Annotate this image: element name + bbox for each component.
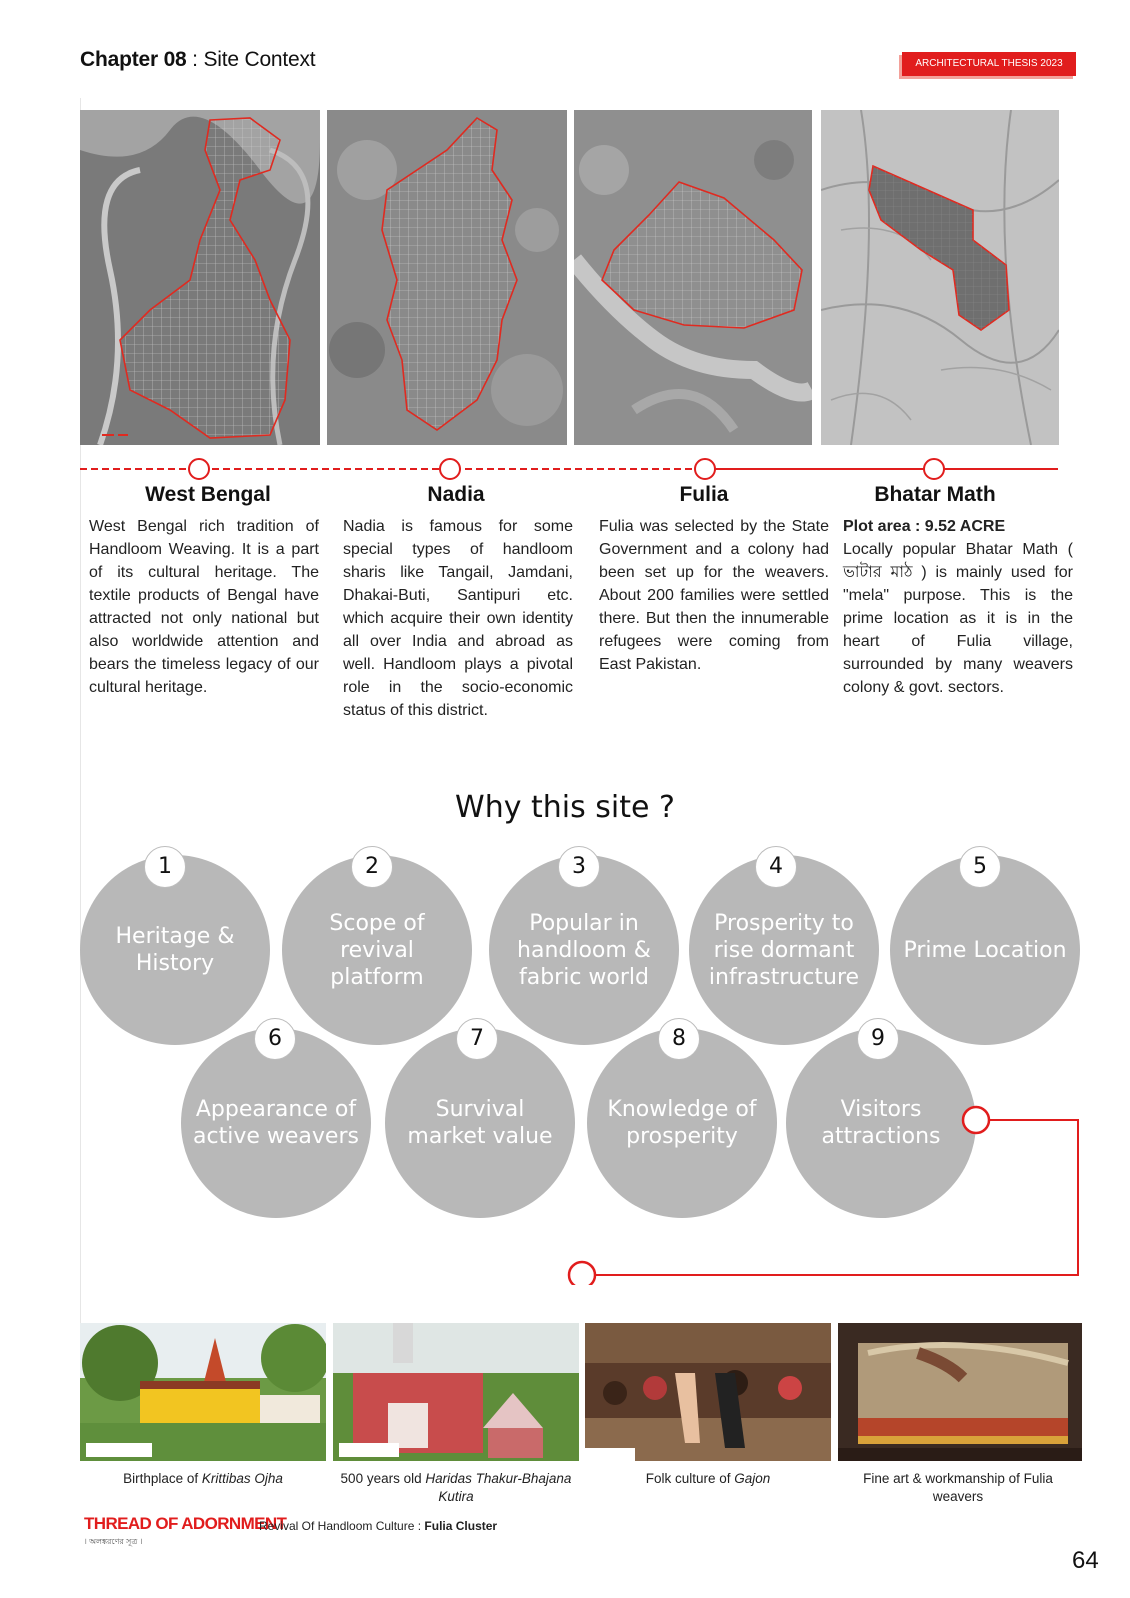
reason-text-9: Visitors attractions (821, 1097, 941, 1149)
region-desc-bhatar-math (843, 515, 1073, 699)
map-west-bengal (80, 110, 320, 445)
brand-tagline: । অলঙ্করণের সূত্র । (84, 1537, 143, 1546)
region-desc-nadia: Nadia is famous for some special types of handloom sharis like Tangail, Jamdani, Dhakai-Buti, Santipuri etc. which acquire their own identity all over India and abroad as well. Handloom plays a pivotal role in the socio-economic status of this district. (343, 518, 573, 719)
reason-number-7: 7 (456, 1018, 498, 1060)
reason-number-5: 5 (959, 846, 1001, 888)
caption-weavers: Fine art & workmanship of Fulia weavers (863, 1471, 1053, 1504)
map-bhatar-math (821, 110, 1059, 445)
caption-bhajana-kutira: 500 years old Haridas Thakur-Bhajana Kutira (340, 1471, 572, 1504)
reason-text-8: Knowledge of prosperity (607, 1097, 757, 1149)
reason-number-9: 9 (857, 1018, 899, 1060)
region-desc-west-bengal: West Bengal rich tradition of Handloom Weaving. It is a part of its cultural heritage. The textile products of Bengal have attracted not only national but also worldwide attention and bears the timeless legacy of our cultural heritage. (89, 518, 319, 696)
timeline (80, 458, 1080, 480)
chapter-number: Chapter 08 (80, 48, 187, 71)
caption-krittibas: Birthplace of Krittibas Ojha (123, 1471, 283, 1486)
reason-number-6: 6 (254, 1018, 296, 1060)
reason-text-3: Popular in handloom & fabric world (517, 910, 651, 990)
photo-krittibas-birthplace (80, 1323, 326, 1461)
reason-number-1: 1 (144, 846, 186, 888)
page-number: 64 (1072, 1547, 1099, 1574)
reason-text-2: Scope of revival platform (329, 910, 425, 990)
photo-gajon-folk (585, 1323, 831, 1461)
reason-text-1: Heritage & History (115, 924, 235, 976)
red-connector (540, 1085, 1100, 1285)
brand-logo: THREAD OF ADORNMENT (84, 1514, 287, 1533)
reason-number-3: 3 (558, 846, 600, 888)
region-title-nadia: Nadia (427, 483, 485, 506)
region-title-bhatar-math: Bhatar Math (874, 483, 996, 506)
footer-line: Revival Of Handloom Culture : Fulia Cluster (259, 1519, 498, 1533)
region-title-west-bengal: West Bengal (145, 483, 271, 506)
chapter-separator: : (186, 48, 204, 71)
bhatar-math-text: Locally popular Bhatar Math ( ভাটার মাঠ ) is mainly used for "mela" purpose. This is the prime location as it is in the heart of Fulia village, surrounded by many weavers colony & govt. sectors. (843, 541, 1073, 696)
reason-text-6: Appearance of active weavers (193, 1097, 359, 1149)
reason-number-8: 8 (658, 1018, 700, 1060)
plot-area: Plot area : 9.52 ACRE (843, 518, 1006, 535)
map-nadia (327, 110, 567, 445)
caption-gajon: Folk culture of Gajon (645, 1471, 771, 1486)
region-title-fulia: Fulia (679, 483, 729, 506)
chapter-heading (80, 48, 315, 72)
reason-number-2: 2 (351, 846, 393, 888)
reason-text-4: Prosperity to rise dormant infrastructure (708, 910, 860, 990)
reason-number-4: 4 (755, 846, 797, 888)
reason-text-5: Prime Location (903, 937, 1067, 963)
photo-fulia-weavers (838, 1323, 1082, 1461)
chapter-title: Site Context (203, 48, 316, 71)
region-desc-fulia: Fulia was selected by the State Government and a colony had been set up for the weavers. About 200 families were settled there. But then the innumerable refugees were coming from East Pakistan. (599, 518, 829, 673)
map-fulia (574, 110, 812, 445)
thesis-badge: ARCHITECTURAL THESIS 2023 (902, 52, 1076, 76)
why-title: Why this site ? (455, 790, 675, 825)
reason-text-7: Survival market value (407, 1097, 553, 1149)
photo-bhajana-kutira (333, 1323, 579, 1461)
